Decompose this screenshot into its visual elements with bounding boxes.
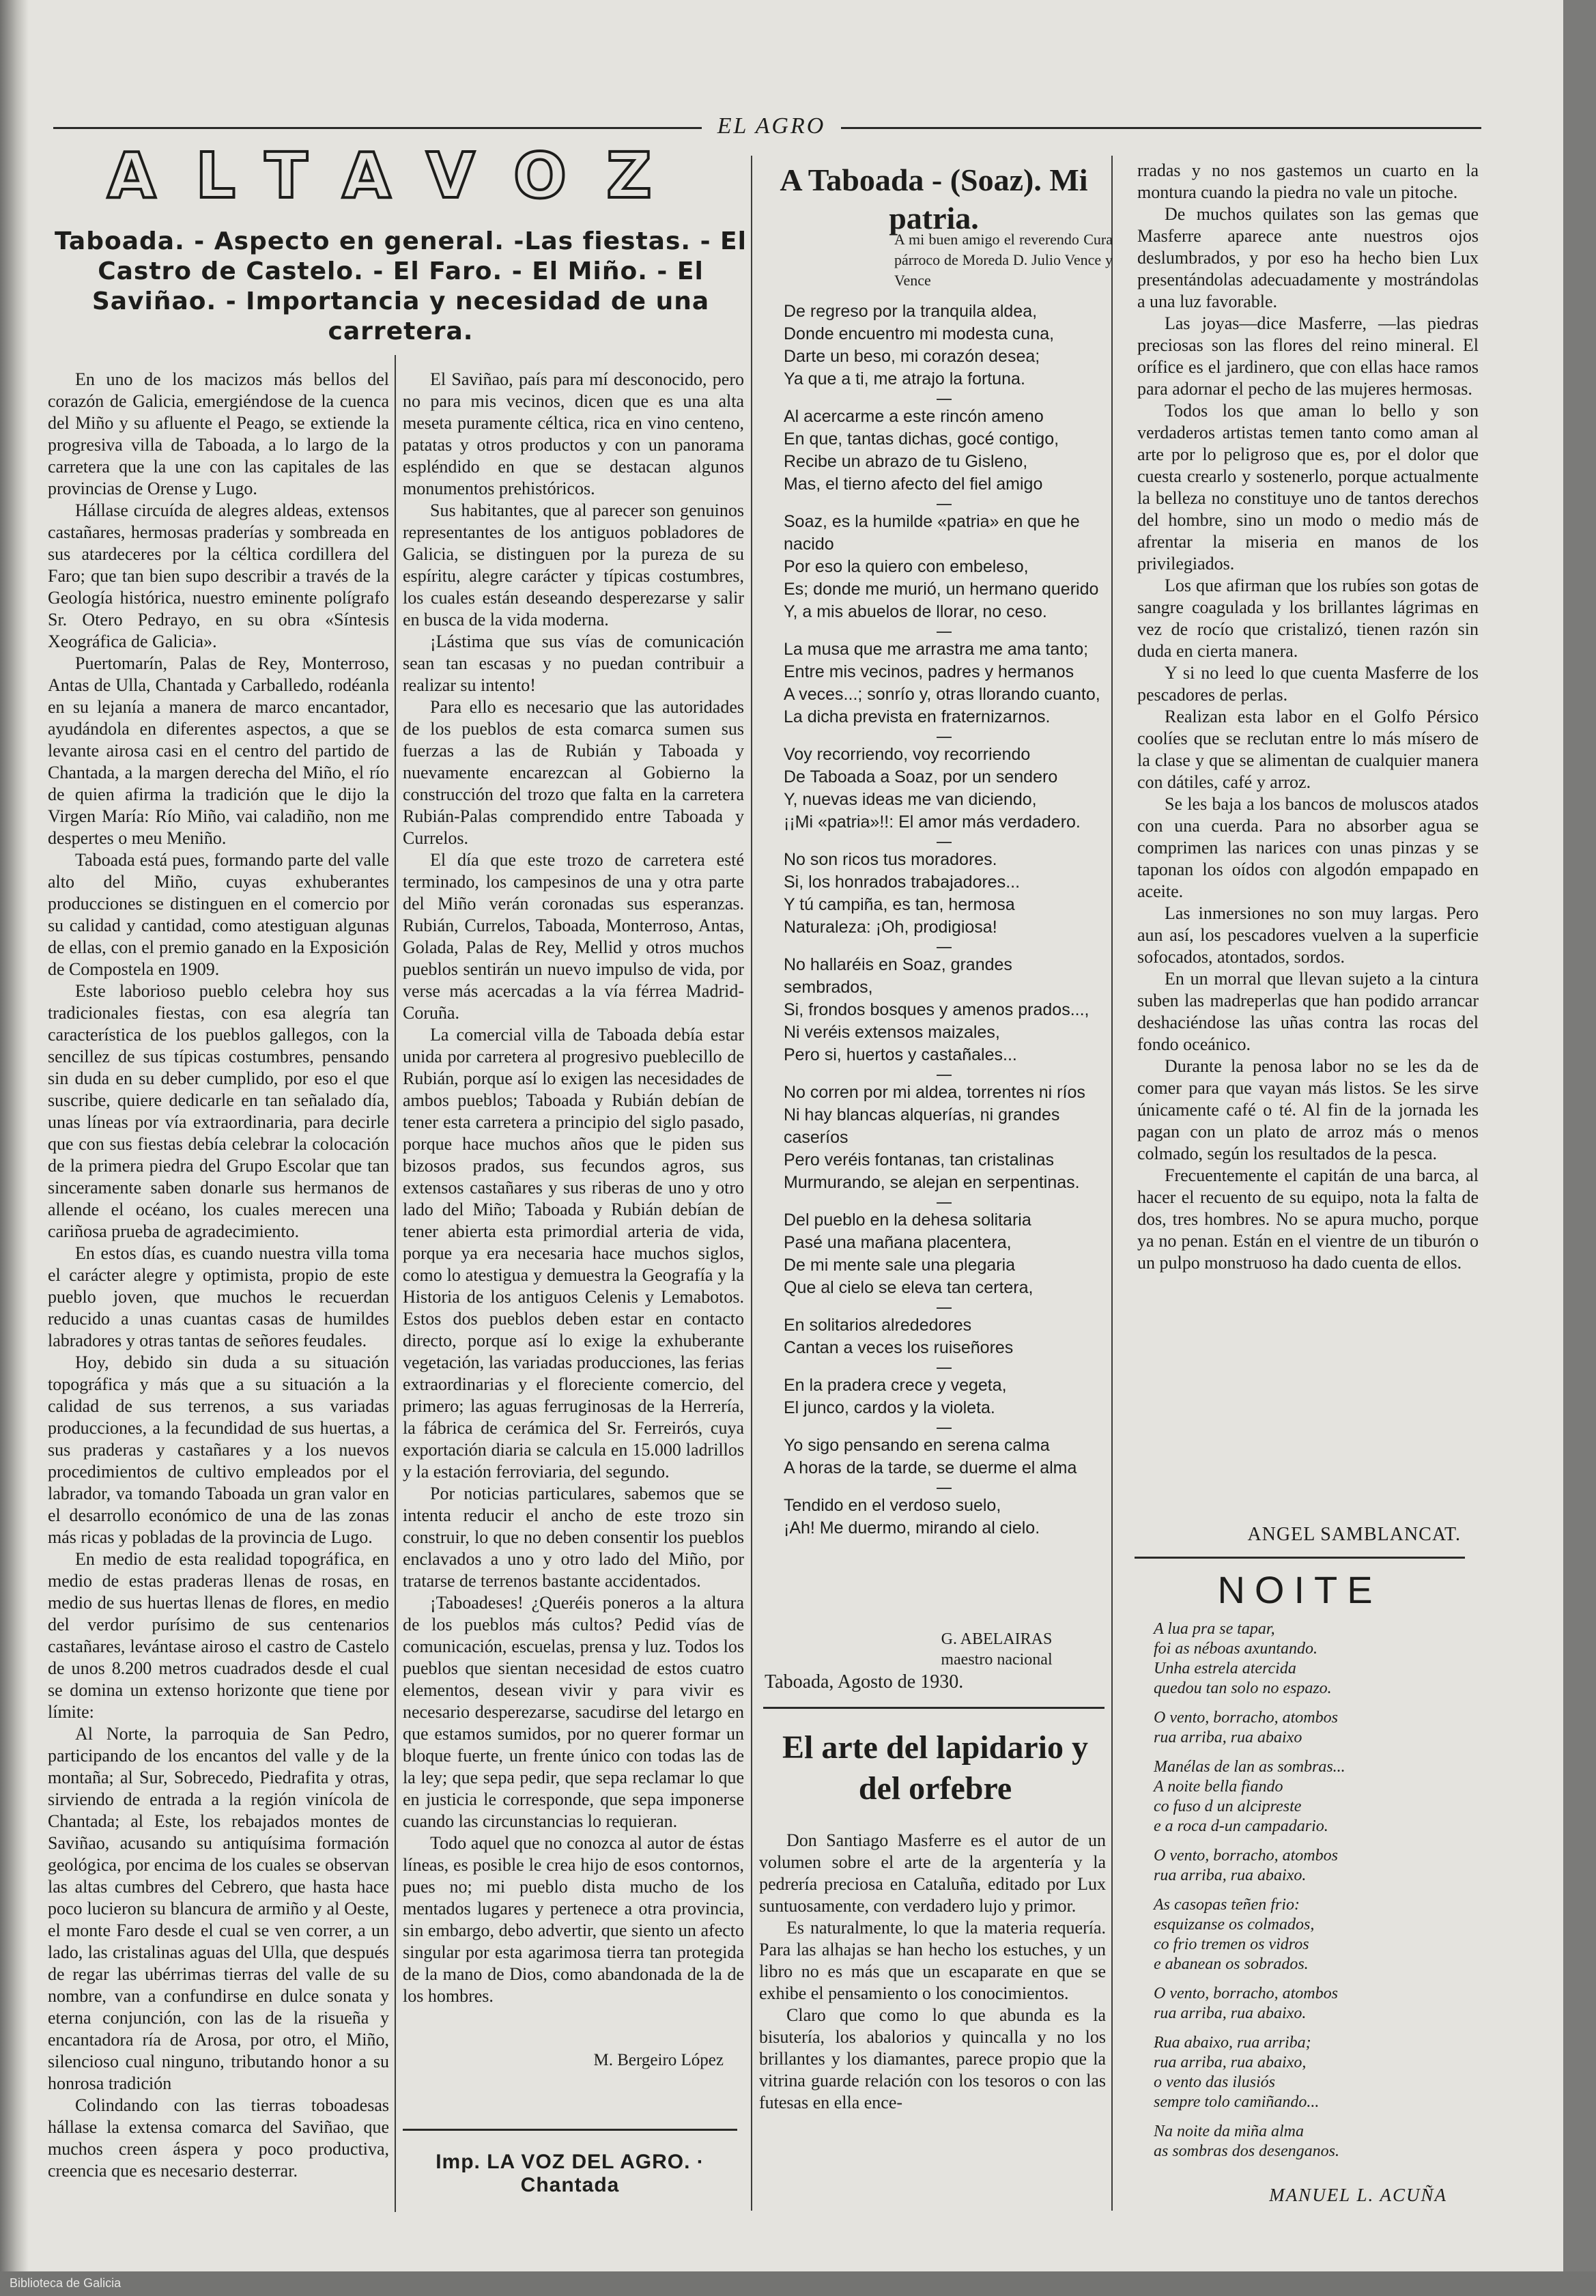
verse-line: De regreso por la tranquila aldea,: [784, 302, 1038, 321]
verse-line: quedou tan solo no espazo.: [1154, 1680, 1332, 1697]
poem-author-role: maestro nacional: [941, 1651, 1053, 1669]
verse-line: Manélas de lan as sombras...: [1154, 1758, 1345, 1776]
verse-line: Soaz, es la humilde «patria» en que he nacido: [784, 512, 1080, 554]
poem-place-date: Taboada, Agosto de 1930.: [765, 1671, 964, 1692]
column-divider-2: [751, 156, 752, 2211]
stanza: [1154, 1619, 1454, 1699]
verse-line: En que, tantas dichas, gocé contigo,: [784, 429, 1059, 449]
paragraph: Taboada está pues, formando parte del valle alto del Miño, cuyas exhuberantes producciones se distinguen en el comercio por su calidad y cantidad, como atestiguan algunas de ellas, con el premio ganado en la Exposición de Compostela en 1909.: [48, 850, 389, 979]
verse-line: Al acercarme a este rincón ameno: [784, 407, 1044, 426]
stanza: [784, 1209, 1105, 1299]
verse-line: Tendido en el verdoso suelo,: [784, 1496, 1001, 1515]
paragraph: Las inmersiones no son muy largas. Pero aun así, los pescadores vuelven a la superficie sofocados, atontados, sordos.: [1137, 903, 1479, 967]
verse-line: rua arriba, rua abaixo.: [1154, 2004, 1307, 2022]
stanza: [1154, 1895, 1454, 1974]
verse-line: Ni hay blancas alquerías, ni grandes caseríos: [784, 1105, 1060, 1147]
verse-line: rua arriba, rua abaixo.: [1154, 1867, 1307, 1884]
paragraph: El Saviñao, país para mí desconocido, pero no para mis vecinos, dicen que es una alta meseta puramente céltica, rica en vino centeno, patatas y otros productos y con un panorama espléndido en que se destacan algunos monumentos prehistóricos.: [403, 369, 744, 498]
verse-line: Por eso la quiero con embeleso,: [784, 557, 1029, 576]
verse-line: Donde encuentro mi modesta cuna,: [784, 324, 1055, 343]
verse-line: e a roca d-un campadario.: [1154, 1817, 1328, 1835]
scan-border-bottom: [0, 2271, 1596, 2296]
column-divider-1: [395, 355, 396, 2212]
stanza-separator: [937, 1488, 952, 1489]
verse-line: as sombras dos desenganos.: [1154, 2142, 1340, 2160]
altavoz-column-2: [403, 369, 744, 2007]
stanza: [784, 406, 1105, 496]
verse-line: A lua pra se tapar,: [1154, 1620, 1275, 1638]
poem-end-rule: [763, 1707, 1105, 1709]
paragraph: Es naturalmente, lo que la materia requería. Para las alhajas se han hecho los estuches, y un libro no es más que un escaparate en que se exhibe el pensamiento o los conocimientos.: [759, 1918, 1106, 2003]
verse-line: No hallaréis en Soaz, grandes sembrados,: [784, 955, 1012, 997]
stanza: [1154, 1846, 1454, 1886]
verse-line: Y, nuevas ideas me van diciendo,: [784, 790, 1037, 809]
verse-line: ¡Ah! Me duermo, mirando al cielo.: [784, 1518, 1040, 1537]
verse-line: O vento, borracho, atombos: [1154, 1985, 1338, 2002]
paragraph: Hállase circuída de alegres aldeas, extensos castañares, hermosas praderías y sombreada en sus atardeceres por la céltica cordillera del Faro; que tan bien supo describir a través de la Geología histórica, nuestro eminente polígrafo Sr. Otero Pedrayo, en su obra «Síntesis Xeográfica de Galicia».: [48, 500, 389, 651]
paragraph: ¡Lástima que sus vías de comunicación sean tan escasas y no puedan contribuir a realizar su intento!: [403, 632, 744, 695]
scan-border-right: [1563, 0, 1596, 2296]
altavoz-subtitle: Taboada. - Aspecto en general. -Las fiestas. - El Castro de Castelo. - El Faro. - El Miño. - El Saviñao. - Importancia y necesidad de una carretera.: [55, 227, 747, 345]
verse-line: Pasé una mañana placentera,: [784, 1233, 1012, 1252]
binding-shadow: [0, 0, 29, 2296]
paragraph: En estos días, es cuando nuestra villa toma el carácter alegre y optimista, propio de este pueblo joven, que muchos le recuerdan reducido a unas cuantas casas de humildes labradores y otras tantas de señores feudales.: [48, 1243, 389, 1350]
verse-line: No corren por mi aldea, torrentes ni ríos: [784, 1083, 1085, 1102]
verse-line: No son ricos tus moradores.: [784, 850, 997, 869]
altavoz-signature: M. Bergeiro López: [593, 2051, 724, 2069]
masthead-rule-right: [841, 127, 1481, 129]
verse-line: Y tú campiña, es tan, hermosa: [784, 895, 1015, 914]
lapidario-signature: ANGEL SAMBLANCAT.: [1247, 1524, 1461, 1545]
imprint-rule: [403, 2129, 737, 2131]
stanza: [1154, 1757, 1454, 1837]
verse-line: Pero si, huertos y castañales...: [784, 1045, 1017, 1064]
column-divider-3: [1111, 156, 1113, 2211]
verse-line: Si, frondos bosques y amenos prados...,: [784, 1000, 1089, 1019]
verse-line: Darte un beso, mi corazón desea;: [784, 347, 1040, 366]
stanza: [784, 1434, 1105, 1479]
stanza: [784, 743, 1105, 834]
stanza-separator: [937, 1428, 952, 1429]
verse-line: Recibe un abrazo de tu Gisleno,: [784, 452, 1028, 471]
verse-line: O vento, borracho, atombos: [1154, 1709, 1338, 1727]
verse-line: El junco, cardos y la violeta.: [784, 1398, 995, 1417]
verse-line: esquizanse os colmados,: [1154, 1916, 1315, 1933]
stanza: [784, 849, 1105, 939]
verse-line: A horas de la tarde, se duerme el alma: [784, 1458, 1077, 1477]
verse-line: co fuso d un alcipreste: [1154, 1798, 1302, 1815]
verse-line: Ya que a ti, me atrajo la fortuna.: [784, 369, 1025, 388]
stanza-separator: [937, 842, 952, 843]
stanza: [784, 1494, 1105, 1540]
verse-line: Na noite da miña alma: [1154, 2123, 1304, 2140]
stanza: [784, 1374, 1105, 1419]
verse-line: Yo sigo pensando en serena calma: [784, 1436, 1050, 1455]
paragraph: Colindando con las tierras toboadesas hállase la extensa comarca del Saviñao, que muchos creen áspera y poco productiva, creencia que es necesario desterrar.: [48, 2095, 389, 2181]
altavoz-title: ALTAVOZ: [107, 139, 692, 212]
verse-line: En solitarios alrededores: [784, 1316, 972, 1335]
paragraph: Hoy, debido sin duda a su situación topográfica y más que a su situación a la calidad de sus terrenos, a sus variadas producciones, a la fecundidad de sus huertas, a sus praderas y castañares y a los nuevos procedimientos de cultivo empleados por el labrador, va tomando Taboada un gran valor en el desarrollo económico de una de las zonas más ricas y pobladas de la provincia de Lugo.: [48, 1352, 389, 1547]
verse-line: Del pueblo en la dehesa solitaria: [784, 1210, 1031, 1230]
paragraph: En uno de los macizos más bellos del corazón de Galicia, emergiéndose de la cuenca del Miño y su afluente el Peago, se extiende la progresiva villa de Taboada, a lo largo de la carretera que la une con las capitales de las provincias de Orense y Lugo.: [48, 369, 389, 498]
verse-line: O vento, borracho, atombos: [1154, 1847, 1338, 1865]
imprint-text: Imp. LA VOZ DEL AGRO. · Chantada: [436, 2151, 704, 2196]
stanza: [784, 1081, 1105, 1194]
stanza-separator: [937, 737, 952, 738]
stanza: [1154, 2033, 1454, 2112]
paragraph: Don Santiago Masferre es el autor de un volumen sobre el arte de la argentería y la pedrería preciosa en Cataluña, editado por Lux suntuosamente, con verdadero lujo y primor.: [759, 1830, 1106, 1916]
paragraph: Las joyas—dice Masferre, —las piedras preciosas son las flores del reino mineral. El orífice es el jardinero, que con ellas hace ramos para adornar el pecho de las mujeres hermosas.: [1137, 313, 1479, 399]
masthead-rule-left: [53, 127, 702, 129]
paragraph: Frecuentemente el capitán de una barca, al hacer el recuento de su equipo, nota la falta de dos, tres hombres. No se apura mucho, porque ya no penan. Están en el vientre de un tiburón o un pulpo monstruoso ha dado cuenta de ellos.: [1137, 1165, 1479, 1273]
stanza: [784, 1314, 1105, 1359]
poem-title: A Taboada - (Soaz). Mi patria.: [780, 162, 1088, 236]
verse-line: De Taboada a Soaz, por un sendero: [784, 767, 1058, 786]
paragraph: Se les baja a los bancos de moluscos atados con una cuerda. Para no absorber agua se comprimen las narices con unas pinzas y se taponan los oídos con algodón empapado en aceite.: [1137, 794, 1479, 901]
stanza-separator: [937, 1075, 952, 1076]
verse-line: Mas, el tierno afecto del fiel amigo: [784, 474, 1043, 494]
stanza-separator: [937, 1367, 952, 1369]
paragraph: En medio de esta realidad topográfica, en medio de estas praderas llenas de rosas, en medio de sus huertas llenas de flores, en medio del verdor purísimo de sus centenarios castañares, levántase airoso el castro de Castelo de unos 8.200 metros cuadrados desde el cual se domina un extenso horizonte que tiene por límite:: [48, 1549, 389, 1722]
lapidario-column-1: [759, 1830, 1106, 2114]
paragraph: Este laborioso pueblo celebra hoy sus tradicionales fiestas, con esa alegría tan característica de los pueblos gallegos, con la sencillez de sus típicas costumbres, pensando sin duda en su deber cumplido, por eso el que suscribe, quiere dedicarle en tan señalado día, unas líneas por vía extraordinaria, para decirle que con sus fiestas debía celebrar la colocación de la primera piedra del Grupo Escolar que tan sinceramente saben donarle sus hermanos de allende el océano, los cuales merecen una cariñosa prueba de agradecimiento.: [48, 981, 389, 1241]
verse-line: o vento das ilusiós: [1154, 2073, 1275, 2091]
stanza-separator: [937, 947, 952, 948]
verse-line: foi as néboas axuntando.: [1154, 1640, 1317, 1658]
masthead-title: EL AGRO: [717, 113, 826, 139]
library-stamp: Biblioteca de Galicia: [10, 2276, 122, 2290]
verse-line: co frio tremen os vidros: [1154, 1936, 1309, 1953]
verse-line: Voy recorriendo, voy recorriendo: [784, 745, 1031, 764]
stanza: [1154, 1708, 1454, 1748]
stanza-separator: [937, 1307, 952, 1309]
noite-author: MANUEL L. ACUÑA: [1269, 2185, 1447, 2205]
verse-line: Es; donde me murió, un hermano querido: [784, 580, 1099, 599]
verse-line: Entre mis vecinos, padres y hermanos: [784, 662, 1074, 681]
stanza-separator: [937, 1202, 952, 1204]
poem-dedication: A mi buen amigo el reverendo Cura párroco de Moreda D. Julio Vence y Vence: [894, 231, 1113, 289]
paragraph: Realizan esta labor en el Golfo Pérsico coolíes que se reclutan entre lo más mísero de la clase y que se alimentan de cualquier manera con dátiles, café y arroz.: [1137, 707, 1479, 792]
noite-poem-body: [1154, 1619, 1454, 2171]
stanza: [1154, 1984, 1454, 2024]
paragraph: La comercial villa de Taboada debía estar unida por carretera al progresivo pueblecillo de Rubián, porque así lo exigen las necesidades de ambos pueblos; Taboada y Rubián debían de tener esta carretera a principio del siglo pasado, porque hace muchos años que le piden sus bizosos prados, sus fecundos agros, sus extensos castañares y sus riberas de uno y otro lado del Miño; Taboada y Rubián debían de tener abierta esta primordial arteria de vida, porque ya era necesaria hace muchos siglos, como lo atestigua y demuestra la Geografía y la Historia de los antiguos Celenis y Lemabotos. Estos dos pueblos deben estar en contacto directo, porque así lo exige la exhuberante vegetación, las variadas producciones, las ferias extraordinarias y el floreciente comercio, del primero; las aguas ferruginosas de la Herrería, la fábrica de cerámica del Sr. Ferreirós, cuya exportación diaria se calcula en 15.000 ladrillos y la estación ferroviaria, del segundo.: [403, 1025, 744, 1482]
paragraph: El día que este trozo de carretera esté terminado, los campesinos de una y otra parte del Miño verán coronadas sus esperanzas. Rubián, Currelos, Taboada, Monterroso, Antas, Golada, Palas de Rey, Mellid y otros muchos pueblos sentirán un nuevo impulso de vida, por verse más acercadas a la vía férrea Madrid-Coruña.: [403, 850, 744, 1023]
paragraph: Durante la penosa labor no se les da de comer para que vayan más listos. Se les sirve únicamente café o té. Al fin de la jornada les pagan con un plato de arroz más o menos colmado, según los resultados de la pesca.: [1137, 1056, 1479, 1163]
paragraph: Todos los que aman lo bello y son verdaderos artistas temen tanto como aman al arte por lo peligroso que es, por el dolor que cuesta crearlo y sostenerlo, porque actualmente la belleza no constituye uno de tantos derechos del hombre, sino un modo o medio más de afrentar la miseria en manos de los privilegiados.: [1137, 401, 1479, 573]
paragraph: Al Norte, la parroquia de San Pedro, participando de los encantos del valle y de la montaña; al Sur, Sobrecedo, Piedrafita y otras, sirviendo de entrada a la región vinícola de Chantada; al Este, los rebajados montes de Saviñao, acusando su antiquísima formación geológica, por encima de los cuales se observan las altas cumbres del Cebrero, que hasta hace poco lucieron su blancura de armiño y al Oeste, el monte Faro desde el cual se ven correr, a un lado, las cristalinas aguas del Ulla, que después de regar las ubérrimas tierras del valle de su nombre, van a confundirse en dulce sonata y eterna conjunción, con las de la risueña y encantadora ría de Arosa, por otro, el Miño, silencioso cual ninguno, tributando honor a su honrosa tradición: [48, 1724, 389, 2093]
paragraph: De muchos quilates son las gemas que Masferre aparece ante nuestros ojos deslumbrados, y por eso ha hecho bien Lux presentándolas adecuadamente y mostrándolas a una luz favorable.: [1137, 204, 1479, 311]
verse-line: La musa que me arrastra me ama tanto;: [784, 640, 1089, 659]
poem-author: G. ABELAIRAS: [941, 1630, 1053, 1648]
verse-line: A noite bella fiando: [1154, 1778, 1283, 1796]
verse-line: As casopas teñen frio:: [1154, 1896, 1300, 1914]
verse-line: Si, los honrados trabajadores...: [784, 873, 1021, 892]
paragraph: Y si no leed lo que cuenta Masferre de los pescadores de perlas.: [1137, 663, 1479, 705]
verse-line: sempre tolo camiñando...: [1154, 2093, 1320, 2111]
verse-line: Rua abaixo, rua arriba;: [1154, 2034, 1311, 2052]
poem-body: [784, 300, 1105, 1548]
verse-line: rua arriba, rua abaixo: [1154, 1729, 1302, 1746]
verse-line: En la pradera crece y vegeta,: [784, 1376, 1007, 1395]
stanza-separator: [937, 399, 952, 400]
stanza: [784, 954, 1105, 1066]
verse-line: Que al cielo se eleva tan certera,: [784, 1278, 1034, 1297]
verse-line: A veces...; sonrío y, otras llorando cuanto,: [784, 685, 1100, 704]
verse-line: rua arriba, rua abaixo,: [1154, 2054, 1307, 2071]
verse-line: Ni veréis extensos maizales,: [784, 1023, 1000, 1042]
paragraph: Los que afirman que los rubíes son gotas de sangre coagulada y los brillantes lágrimas en vez de rocío que cristalizó, tienen razón sin duda en cierta manera.: [1137, 576, 1479, 661]
paragraph: Todo aquel que no conozca al autor de éstas líneas, es posible le crea hijo de esos contornos, pues no; mi pueblo dista mucho de los mentados lugares y pertenece a otra provincia, sin embargo, debo advertir, que siento un afecto singular por esta agarimosa tierra tan protegida de la mano de Dios, como abandonada de la de los hombres.: [403, 1833, 744, 2006]
verse-line: Pero veréis fontanas, tan cristalinas: [784, 1150, 1055, 1170]
verse-line: Y, a mis abuelos de llorar, no ceso.: [784, 602, 1047, 621]
altavoz-column-1: [48, 369, 389, 2182]
verse-line: La dicha prevista en fraternizarnos.: [784, 707, 1051, 726]
verse-line: Murmurando, se alejan en serpentinas.: [784, 1173, 1080, 1192]
noite-rule: [1135, 1557, 1465, 1559]
verse-line: Unha estrela atercida: [1154, 1660, 1296, 1677]
noite-title: NOITE: [1217, 1568, 1382, 1611]
stanza: [1154, 2122, 1454, 2162]
verse-line: Cantan a veces los ruiseñores: [784, 1338, 1014, 1357]
lapidario-title: El arte del lapidario y del orfebre: [782, 1729, 1088, 1806]
paragraph: Sus habitantes, que al parecer son genuinos representantes de los antiguos pobladores de Galicia, se distinguen por la pureza de su espíritu, alegre carácter y típicas costumbres, los cuales están deseando desperezarse y salir en busca de la vida moderna.: [403, 500, 744, 629]
verse-line: De mi mente sale una plegaria: [784, 1256, 1016, 1275]
stanza: [784, 300, 1105, 391]
paragraph: En un morral que llevan sujeto a la cintura suben las madreperlas que han podido arrancar deshaciéndose las uñas contra las rocas del fondo oceánico.: [1137, 969, 1479, 1054]
paragraph: Puertomarín, Palas de Rey, Monterroso, Antas de Ulla, Chantada y Carballedo, rodéanla en su lejanía a manera de marco encantador, ayudándola en diferentes aspectos, a que se levante airosa casi en el centro del partido de Chantada, a la margen derecha del Miño, el río de quien afirma la tradición que le dijo la Virgen María: Río Miño, vai caladiño, non me despertes o meu Meniño.: [48, 653, 389, 848]
paragraph: ¡Taboadeses! ¿Queréis poneros a la altura de los pueblos más cultos? Pedid vías de comunicación, escuelas, prensa y luz. Todos los pueblos que sientan necesidad de estos cuatro elementos, desean vivir y para vivir es necesario desperezarse, sacudirse del letargo en que estamos sumidos, por no querer formar un bloque fuerte, un frente único con todas las de la ley; que sepa pedir, que sepa reclamar lo que en justicia le corresponde, que sepa imponerse cuando las circunstancias lo requieran.: [403, 1593, 744, 1831]
paragraph: Para ello es necesario que las autoridades de los pueblos de esta comarca sumen sus fuerzas a las de Rubián y Taboada y nuevamente encarezcan al Gobierno la construcción del trozo que falta en la carretera Rubián-Palas comprendido entre Taboada y Currelos.: [403, 697, 744, 848]
paragraph: rradas y no nos gastemos un cuarto en la montura cuando la piedra no vale un pitoche.: [1137, 160, 1479, 202]
verse-line: Naturaleza: ¡Oh, prodigiosa!: [784, 918, 997, 937]
stanza: [784, 511, 1105, 623]
paragraph: Por noticias particulares, sabemos que se intenta reducir el ancho de este trozo sin construir, lo que no deben consentir los pueblos enclavados a uno y otro lado del Miño, por tratarse de terrenos bastante accidentados.: [403, 1484, 744, 1591]
stanza-separator: [937, 504, 952, 505]
stanza: [784, 638, 1105, 728]
paragraph: Claro que como lo que abunda es la bisutería, los abalorios y quincalla y no los brillantes y los diamantes, parece propio que la vitrina guarde relación con los tesoros o con las futesas en ella ence-: [759, 2005, 1106, 2112]
lapidario-column-2: [1137, 160, 1479, 1274]
verse-line: ¡¡Mi «patria»!!: El amor más verdadero.: [784, 812, 1081, 832]
verse-line: e abanean os sobrados.: [1154, 1955, 1309, 1973]
stanza-separator: [937, 632, 952, 633]
